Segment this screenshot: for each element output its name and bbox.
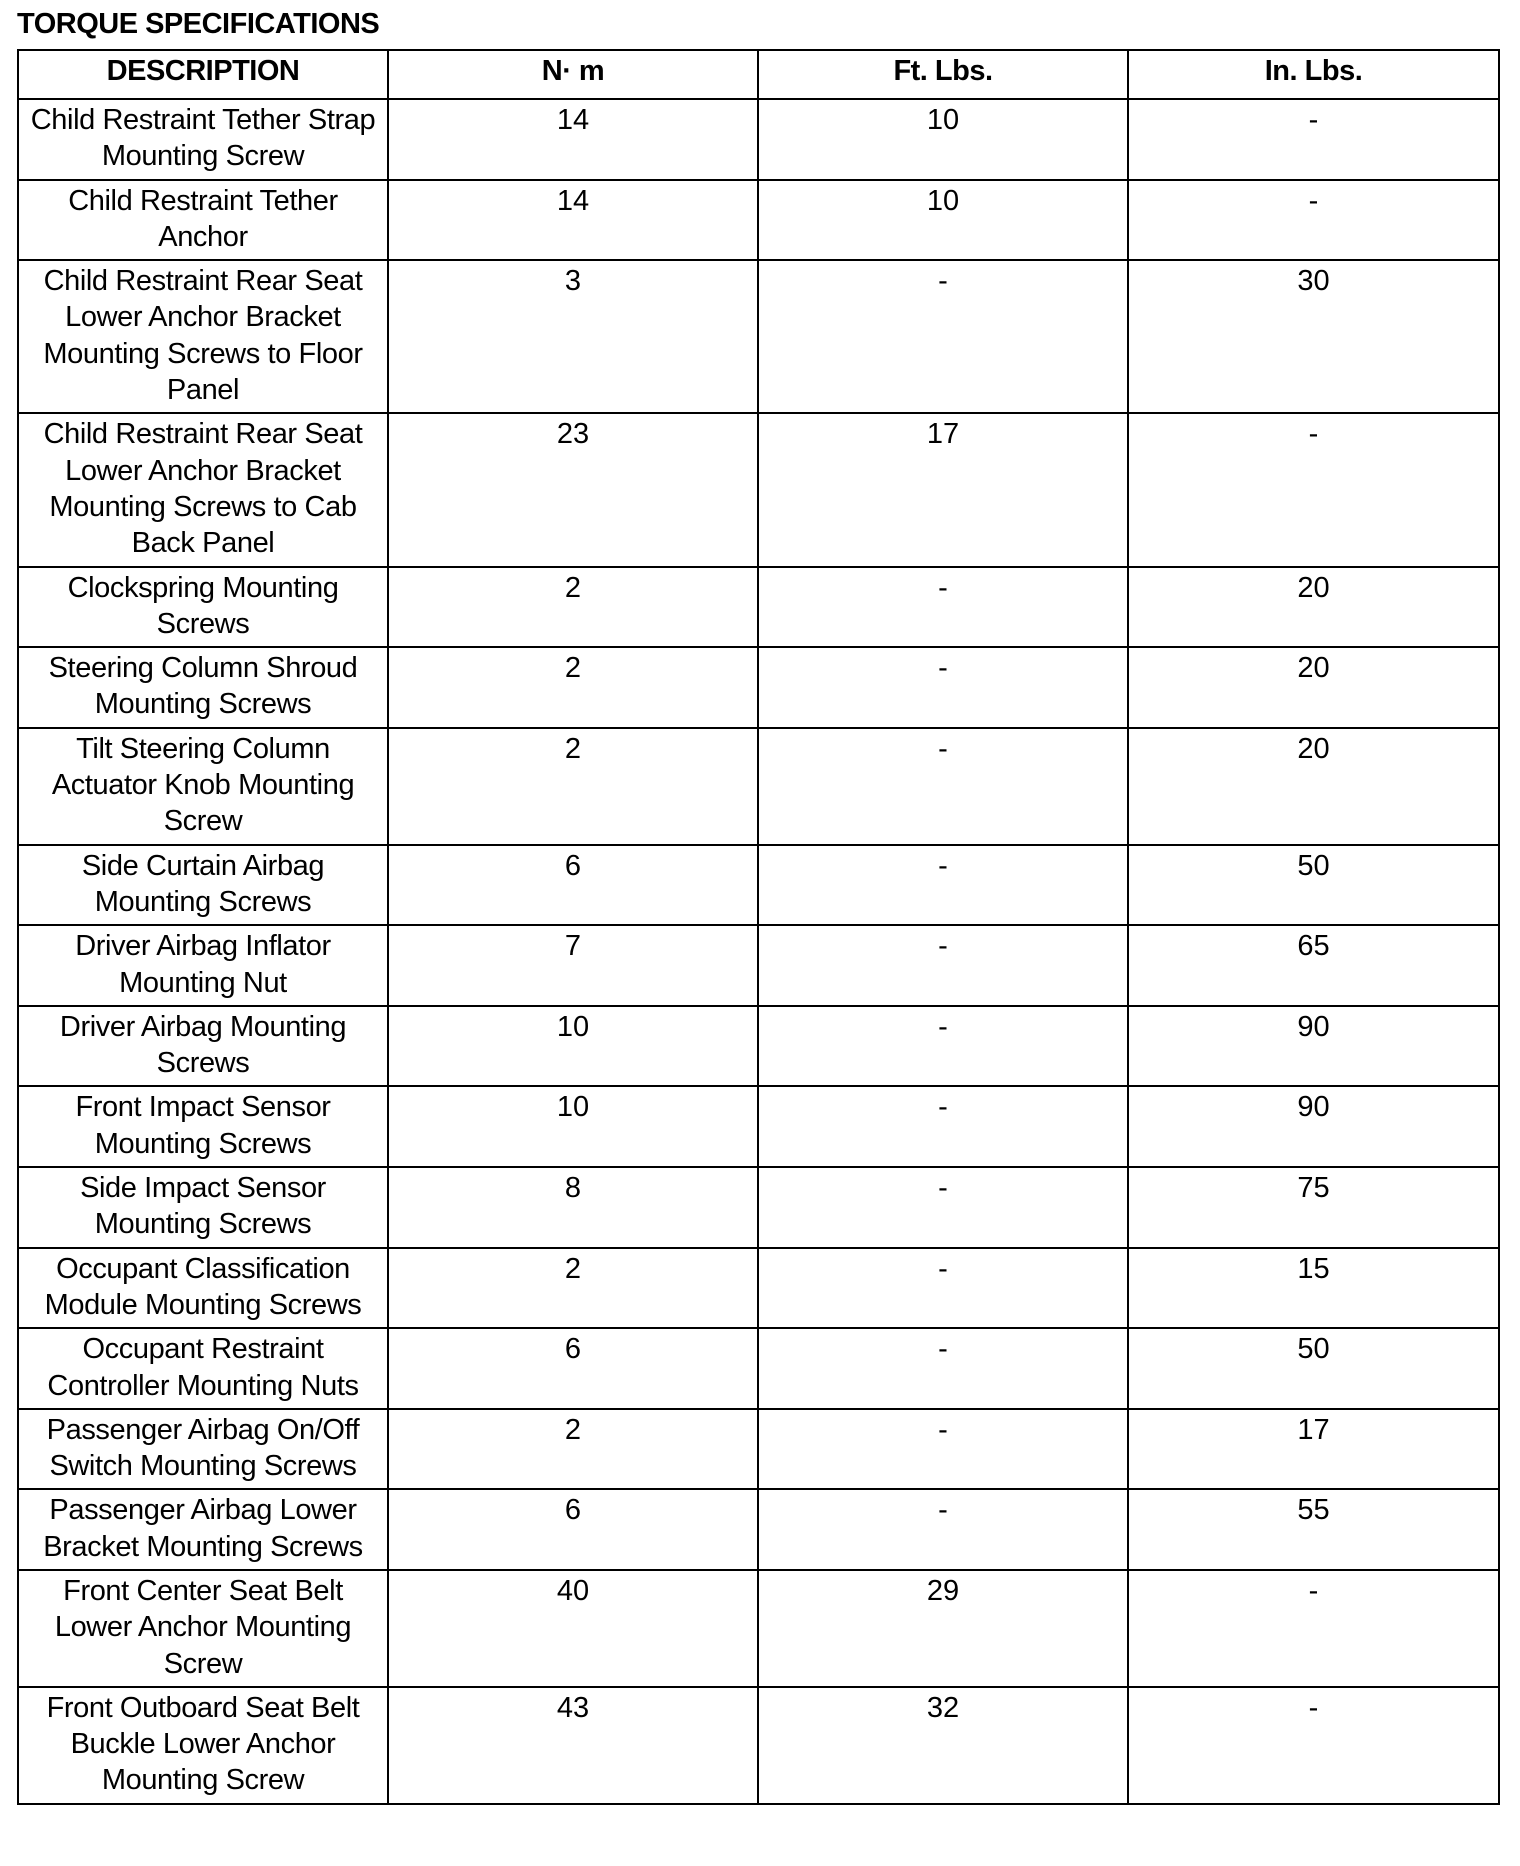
nm-cell: 40 [388, 1570, 758, 1687]
table-header-row [18, 50, 1499, 99]
table-row [18, 647, 1499, 728]
table-row [18, 567, 1499, 648]
in-lbs-cell: 20 [1128, 567, 1499, 648]
nm-cell: 6 [388, 1489, 758, 1570]
nm-cell: 2 [388, 728, 758, 845]
ft-lbs-cell: - [758, 728, 1128, 845]
ft-lbs-cell: - [758, 1328, 1128, 1409]
ft-lbs-cell: - [758, 925, 1128, 1006]
ft-lbs-cell: - [758, 1409, 1128, 1490]
ft-lbs-cell: - [758, 567, 1128, 648]
ft-lbs-cell: - [758, 1167, 1128, 1248]
table-row [18, 99, 1499, 180]
in-lbs-cell: 65 [1128, 925, 1499, 1006]
torque-specifications-table [17, 49, 1500, 1805]
description-cell: Child Restraint Tether Anchor [18, 180, 388, 261]
nm-cell: 2 [388, 647, 758, 728]
table-row [18, 1328, 1499, 1409]
description-cell: Side Curtain Airbag Mounting Screws [18, 845, 388, 926]
description-cell: Steering Column Shroud Mounting Screws [18, 647, 388, 728]
ft-lbs-cell: 10 [758, 99, 1128, 180]
description-cell: Passenger Airbag Lower Bracket Mounting Screws [18, 1489, 388, 1570]
description-cell: Driver Airbag Inflator Mounting Nut [18, 925, 388, 1006]
in-lbs-cell: 90 [1128, 1086, 1499, 1167]
nm-cell: 10 [388, 1086, 758, 1167]
ft-lbs-cell: 32 [758, 1687, 1128, 1804]
table-row [18, 1086, 1499, 1167]
ft-lbs-cell: 29 [758, 1570, 1128, 1687]
table-row [18, 845, 1499, 926]
column-header-newton-meters: N· m [388, 50, 758, 99]
in-lbs-cell: - [1128, 180, 1499, 261]
page-title: TORQUE SPECIFICATIONS [17, 8, 380, 40]
nm-cell: 10 [388, 1006, 758, 1087]
column-header-description: DESCRIPTION [18, 50, 388, 99]
nm-cell: 8 [388, 1167, 758, 1248]
description-cell: Side Impact Sensor Mounting Screws [18, 1167, 388, 1248]
column-header-foot-pounds: Ft. Lbs. [758, 50, 1128, 99]
table-row [18, 180, 1499, 261]
description-cell: Child Restraint Rear Seat Lower Anchor Bracket Mounting Screws to Floor Panel [18, 260, 388, 413]
ft-lbs-cell: 10 [758, 180, 1128, 261]
description-cell: Child Restraint Rear Seat Lower Anchor Bracket Mounting Screws to Cab Back Panel [18, 413, 388, 566]
description-cell: Front Impact Sensor Mounting Screws [18, 1086, 388, 1167]
in-lbs-cell: 50 [1128, 845, 1499, 926]
table-row [18, 413, 1499, 566]
description-cell: Front Center Seat Belt Lower Anchor Mounting Screw [18, 1570, 388, 1687]
ft-lbs-cell: 17 [758, 413, 1128, 566]
nm-cell: 23 [388, 413, 758, 566]
nm-cell: 6 [388, 1328, 758, 1409]
nm-cell: 2 [388, 1248, 758, 1329]
table-row [18, 1248, 1499, 1329]
nm-cell: 2 [388, 1409, 758, 1490]
in-lbs-cell: - [1128, 1687, 1499, 1804]
in-lbs-cell: 50 [1128, 1328, 1499, 1409]
table-row [18, 1489, 1499, 1570]
in-lbs-cell: 30 [1128, 260, 1499, 413]
nm-cell: 14 [388, 99, 758, 180]
ft-lbs-cell: - [758, 845, 1128, 926]
ft-lbs-cell: - [758, 647, 1128, 728]
ft-lbs-cell: - [758, 260, 1128, 413]
table-row [18, 1687, 1499, 1804]
table-row [18, 1006, 1499, 1087]
nm-cell: 3 [388, 260, 758, 413]
nm-cell: 7 [388, 925, 758, 1006]
in-lbs-cell: 75 [1128, 1167, 1499, 1248]
in-lbs-cell: 17 [1128, 1409, 1499, 1490]
table-row [18, 260, 1499, 413]
table-row [18, 925, 1499, 1006]
description-cell: Child Restraint Tether Strap Mounting Screw [18, 99, 388, 180]
in-lbs-cell: - [1128, 99, 1499, 180]
in-lbs-cell: 90 [1128, 1006, 1499, 1087]
in-lbs-cell: 15 [1128, 1248, 1499, 1329]
in-lbs-cell: 20 [1128, 647, 1499, 728]
in-lbs-cell: - [1128, 413, 1499, 566]
description-cell: Front Outboard Seat Belt Buckle Lower Anchor Mounting Screw [18, 1687, 388, 1804]
nm-cell: 2 [388, 567, 758, 648]
column-header-inch-pounds: In. Lbs. [1128, 50, 1499, 99]
description-cell: Driver Airbag Mounting Screws [18, 1006, 388, 1087]
description-cell: Clockspring Mounting Screws [18, 567, 388, 648]
table-row [18, 1409, 1499, 1490]
nm-cell: 43 [388, 1687, 758, 1804]
ft-lbs-cell: - [758, 1086, 1128, 1167]
ft-lbs-cell: - [758, 1006, 1128, 1087]
in-lbs-cell: - [1128, 1570, 1499, 1687]
in-lbs-cell: 55 [1128, 1489, 1499, 1570]
nm-cell: 14 [388, 180, 758, 261]
description-cell: Passenger Airbag On/Off Switch Mounting Screws [18, 1409, 388, 1490]
table-row [18, 1167, 1499, 1248]
description-cell: Occupant Classification Module Mounting Screws [18, 1248, 388, 1329]
table-row [18, 1570, 1499, 1687]
description-cell: Occupant Restraint Controller Mounting Nuts [18, 1328, 388, 1409]
ft-lbs-cell: - [758, 1248, 1128, 1329]
table-row [18, 728, 1499, 845]
description-cell: Tilt Steering Column Actuator Knob Mounting Screw [18, 728, 388, 845]
ft-lbs-cell: - [758, 1489, 1128, 1570]
nm-cell: 6 [388, 845, 758, 926]
in-lbs-cell: 20 [1128, 728, 1499, 845]
